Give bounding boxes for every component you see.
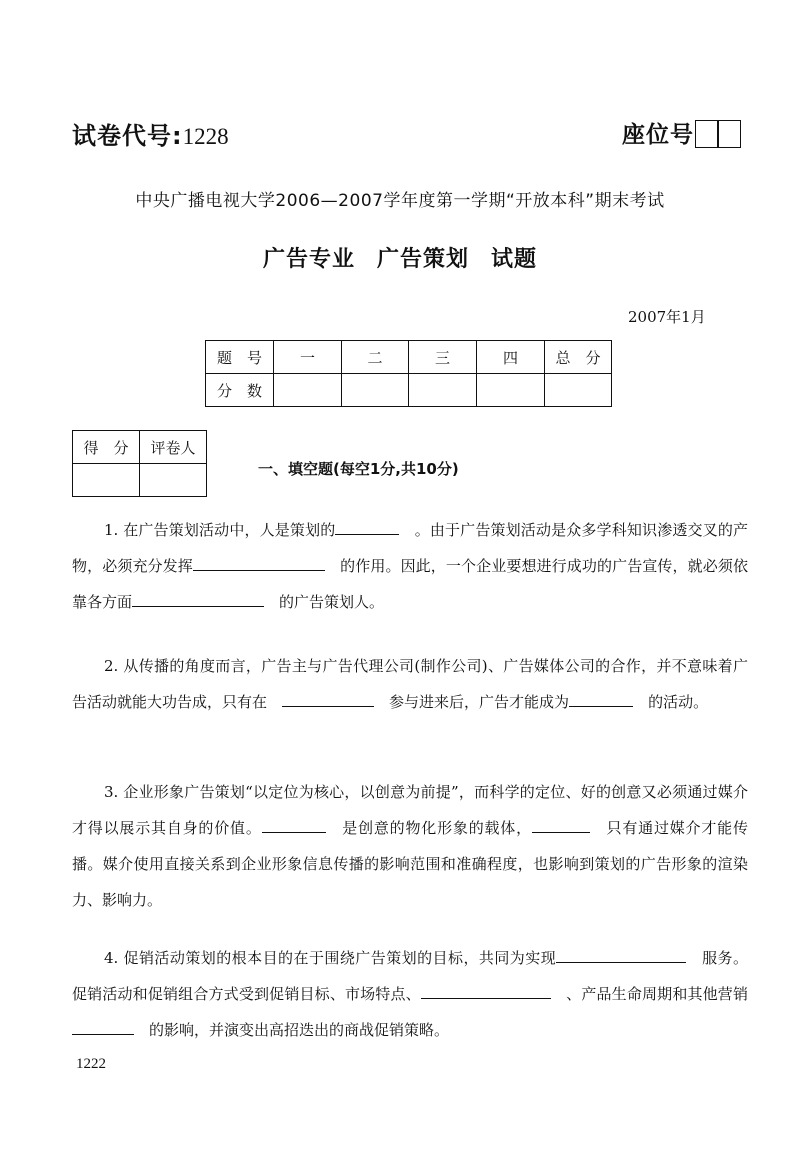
question-text: 。由于广告策划活动是众多学科知识渗透交叉的产物，必须充分发挥 (72, 521, 748, 575)
question-3 (72, 774, 748, 918)
question-text: 的影响，并演变出高招迭出的商战促销策略。 (149, 1021, 450, 1039)
grader-table-cell: 评卷人 (140, 431, 207, 464)
question-text: 4. 促销活动策划的根本目的在于围绕广告策划的目标，共同为实现 (104, 949, 557, 967)
blank[interactable] (282, 688, 374, 707)
exam-course: 广告策划 (376, 247, 469, 272)
blank[interactable] (556, 944, 686, 963)
question-text: 的广告策划人。 (279, 593, 385, 611)
grader-input-cell[interactable] (73, 464, 140, 497)
score-input-cell[interactable] (409, 374, 477, 407)
seat-number-label: 座位号 (622, 122, 694, 148)
blank[interactable] (532, 814, 590, 833)
score-table-header-row (206, 341, 612, 374)
score-table (205, 340, 612, 407)
grader-table-header-row (73, 431, 207, 464)
exam-date: 2007年1月 (628, 308, 706, 326)
score-table-cell: 总 分 (545, 341, 612, 374)
question-text: 是创意的物化形象的载体， (342, 819, 532, 837)
score-table-score-row (206, 374, 612, 407)
exam-major: 广告专业 (262, 247, 355, 272)
score-input-cell[interactable] (342, 374, 409, 407)
score-input-cell[interactable] (545, 374, 612, 407)
score-input-cell[interactable] (477, 374, 545, 407)
question-text: 1. 在广告策划活动中，人是策划的 (104, 521, 336, 539)
blank[interactable] (421, 980, 551, 999)
exam-header-line: 中央广播电视大学2006—2007学年度第一学期“开放本科”期末考试 (135, 191, 665, 211)
score-table-cell: 四 (477, 341, 545, 374)
section-title: 一、填空题(每空1分,共10分) (258, 460, 459, 478)
blank[interactable] (335, 516, 399, 535)
question-text: 的活动。 (648, 693, 709, 711)
grader-table-cell: 得 分 (73, 431, 140, 464)
question-text: 2. 从传播的角度而言，广告主与广告代理公司(制作公司)、广告媒体公司的合作，并不意味着广告活动就能大功告成，只有在 (72, 657, 748, 711)
blank[interactable] (132, 588, 264, 607)
question-2 (72, 648, 748, 720)
paper-code-label: 试卷代号: (72, 122, 183, 150)
question-text: 的作用。因此，一个企业要想进行成功的广告宣传，就必须依靠各方面 (72, 557, 748, 611)
paper-code (72, 116, 229, 151)
grader-input-cell[interactable] (140, 464, 207, 497)
seat-box[interactable] (695, 120, 719, 148)
score-table-cell: 题 号 (206, 341, 274, 374)
exam-kind: 试题 (491, 247, 538, 272)
seat-number-boxes (696, 120, 741, 148)
score-table-cell: 三 (409, 341, 477, 374)
question-text: 3. 企业形象广告策划“以定位为核心，以创意为前提”，而科学的定位、好的创意又必须通过媒介才得以展示其自身的价值。 (72, 783, 748, 837)
paper-code-value: 1228 (182, 124, 229, 149)
seat-number (622, 120, 741, 150)
blank[interactable] (569, 688, 633, 707)
grader-table-input-row (73, 464, 207, 497)
score-table-cell: 一 (274, 341, 342, 374)
question-1 (72, 512, 748, 620)
page-number: 1222 (76, 1056, 106, 1072)
blank[interactable] (72, 1016, 134, 1035)
blank[interactable] (262, 814, 326, 833)
question-4 (72, 940, 748, 1048)
score-input-cell[interactable] (274, 374, 342, 407)
question-text: 服务。促销活动和促销组合方式受到促销目标、市场特点、 (72, 949, 748, 1003)
question-text: 参与进来后，广告才能成为 (389, 693, 570, 711)
question-text: 、产品生命周期和其他营销 (566, 985, 748, 1003)
exam-title (0, 242, 800, 273)
seat-box[interactable] (717, 120, 741, 148)
question-text: 只有通过媒介才能传播。媒介使用直接关系到企业形象信息传播的影响范围和准确程度，也影响到策划的广告形象的渲染力、影响力。 (72, 819, 748, 909)
score-table-cell: 分 数 (206, 374, 274, 407)
blank[interactable] (193, 552, 325, 571)
grader-table (72, 430, 207, 497)
score-table-cell: 二 (342, 341, 409, 374)
